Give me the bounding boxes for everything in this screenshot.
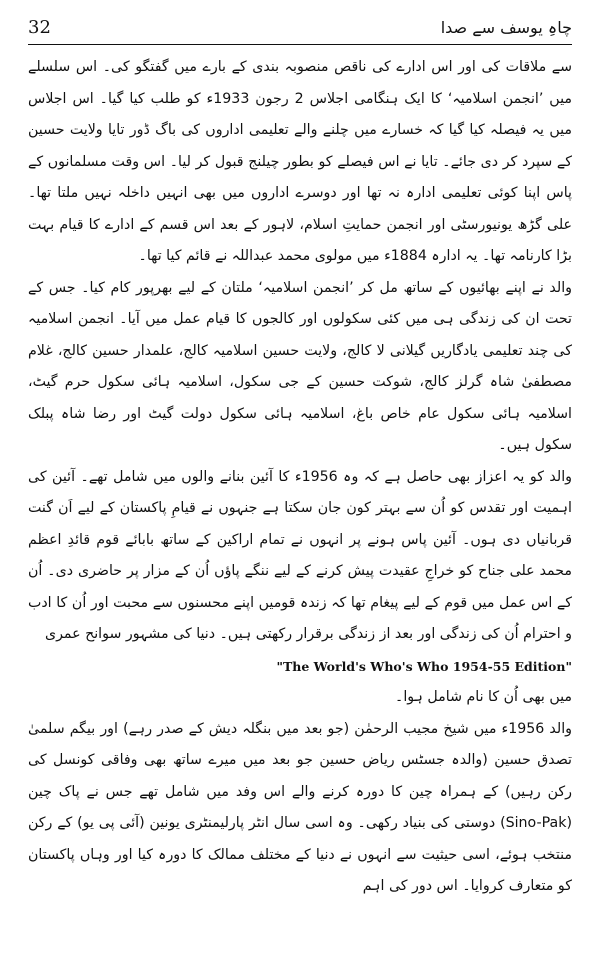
paragraph-whos-who — [28, 651, 572, 714]
paragraph-china-visit: والد 1956ء میں شیخ مجیب الرحمٰن (جو بعد میں بنگلہ دیش کے صدر رہے) اور بیگم سلمیٰ تصدق حسین (والدہ جسٹس ریاض حسین جو بعد میں میرے ساتھ بھی وفاقی کونسل کی رکن رہیں) کے ہمراہ چین کا دورہ کرنے والے اس وفد میں شامل تھے جس نے پاک چین (Sino-Pak) دوستی کی بنیاد رکھی۔ وہ اسی سال انٹر پارلیمنٹری یونین (آئی پی یو) کے رکن منتخب ہوئے، اسی حیثیت سے انہوں نے دنیا کے مختلف ممالک کا دورہ کیا اور وہاں پاکستان کو متعارف کروایا۔ اس دور کی اہم — [28, 720, 572, 894]
paragraph-constitution: والد کو یہ اعزاز بھی حاصل ہے کہ وہ 1956ء کا آئین بنانے والوں میں شامل تھے۔ آئین کی اہمیت اور تقدس کو اُن سے بہتر کون جان سکتا ہے جنہوں نے قیامِ پاکستان کے لیے اَن گنت قربانیاں دی ہوں۔ آئین پاس ہونے پر انہوں نے تمام اراکین کے ساتھ بابائے قوم قائدِ اعظم محمد علی جناح کو خراجِ عقیدت پیش کرنے کے لیے ننگے پاؤں اُن کے مزار پر حاضری دی۔ اُن کے اس عمل میں قوم کے لیے پیغام تھا کہ زندہ قومیں اپنے محسنوں سے محبت اور اُن کا ادب و احترام اُن کی زندگی اور بعد از زندگی برقرار رکھتی ہیں۔ دنیا کی مشہور سوانح عمری — [28, 468, 572, 642]
body-text — [28, 52, 572, 903]
running-title: چاہِ یوسف سے صدا — [440, 17, 572, 37]
whos-who-sentence: میں بھی اُن کا نام شامل ہوا۔ — [395, 689, 572, 705]
page-number: 32 — [28, 16, 51, 38]
page-header — [28, 10, 572, 44]
paragraph-anjuman-meeting: سے ملاقات کی اور اس ادارے کی ناقص منصوبہ بندی کے بارے میں گفتگو کی۔ اس سلسلے میں ’انجمن اسلامیہ‘ کا ایک ہنگامی اجلاس 2 رجون 1933ء کو طلب کیا گیا۔ اس اجلاس میں یہ فیصلہ کیا گیا کہ خسارے میں چلنے والے تعلیمی اداروں کی باگ ڈور تایا ولایت حسین کے سپرد کر دی جائے۔ تایا نے اس فیصلے کو بطور چیلنج قبول کر لیا۔ اس وقت مسلمانوں کے پاس اپنا کوئی تعلیمی ادارہ نہ تھا اور دوسرے اداروں میں بھی انہیں داخلہ نہیں ملتا تھا۔ علی گڑھ یونیورسٹی اور انجمن حمایتِ اسلام، لاہور کے بعد اس قسم کے ادارے کا قیام بہت بڑا کارنامہ تھا۔ یہ ادارہ 1884ء میں مولوی محمد عبداللہ نے قائم کیا تھا۔ — [28, 59, 572, 264]
header-divider — [28, 44, 572, 45]
whos-who-title: "The World's Who's Who 1954-55 Edition" — [276, 658, 572, 674]
paragraph-institutions: والد نے اپنے بھائیوں کے ساتھ مل کر ’انجمن اسلامیہ‘ ملتان کے لیے بھرپور کام کیا۔ جس کے تحت ان کی زندگی ہی میں کئی سکولوں اور کالجوں کا قیام عمل میں آیا۔ انجمن اسلامیہ کی چند تعلیمی یادگاریں گیلانی لا کالج، ولایت حسین اسلامیہ کالج، علمدار حسین کالج، غلام مصطفیٰ شاہ گرلز کالج، شوکت حسین کے جی سکول، اسلامیہ ہائی سکول حرم گیٹ، اسلامیہ ہائی سکول عام خاص باغ، اسلامیہ ہائی سکول دولت گیٹ اور رضا شاہ پبلک سکول ہیں۔ — [28, 279, 572, 453]
